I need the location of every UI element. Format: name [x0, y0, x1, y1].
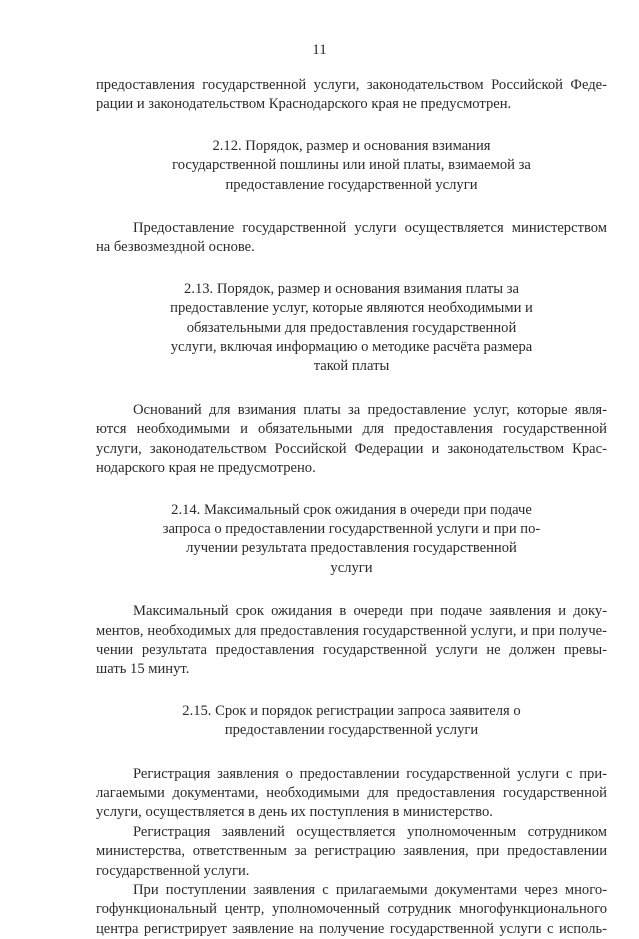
paragraph	[96, 76, 607, 115]
heading-line: предоставление государственной услуги	[225, 176, 478, 193]
text-line: услуги, законодательством Российской Федерации и законодательством Крас-	[96, 440, 607, 457]
heading-line: обязательными для предоставления государственной	[186, 319, 517, 336]
text-line: шать 15 минут.	[96, 661, 190, 678]
heading-line: услуги, включая информацию о методике расчёта размера	[170, 339, 533, 356]
document-body	[96, 76, 607, 939]
heading-line: 2.14. Максимальный срок ожидания в очереди при подаче	[171, 501, 532, 518]
text-line: предоставления государственной услуги, законодательством Российской Феде-	[96, 77, 607, 93]
heading-line: 2.15. Срок и порядок регистрации запроса заявителя о	[182, 702, 521, 719]
heading-line: услуги	[330, 559, 373, 576]
text-line: нодарского края не предусмотрено.	[96, 460, 316, 477]
text-line: чении результата предоставления государственной услуги не должен превы-	[96, 641, 607, 658]
text-line: министерства, ответственным за регистрацию заявления, при предоставлении	[96, 843, 607, 860]
section-heading	[96, 280, 607, 377]
block-gap	[96, 377, 607, 401]
text-line: центра регистрирует заявление на получение государственной услуги с исполь-	[96, 920, 607, 937]
heading-line: запроса о предоставлении государственной услуги и при по-	[162, 520, 541, 537]
text-line: на безвозмездной основе.	[96, 239, 255, 256]
block-gap	[96, 195, 607, 219]
section-heading	[96, 137, 607, 195]
block-gap	[96, 680, 607, 702]
text-line: государственной услуги.	[96, 862, 250, 879]
text-line: ются необходимыми и обязательными для предоставления государственной	[96, 421, 607, 438]
text-line: При поступлении заявления с прилагаемыми документами через много-	[133, 882, 607, 898]
paragraph	[96, 219, 607, 258]
heading-line: 2.13. Порядок, размер и основания взимания платы за	[184, 280, 519, 297]
heading-line: 2.12. Порядок, размер и основания взимания	[212, 137, 491, 154]
block-gap	[96, 258, 607, 280]
block-gap	[96, 578, 607, 602]
text-line: Оснований для взимания платы за предоставление услуг, которые явля-	[133, 401, 607, 418]
page-number: 11	[312, 42, 327, 58]
text-line: лагаемыми документами, необходимыми для предоставления государственной	[96, 784, 607, 801]
heading-line: такой платы	[313, 358, 390, 375]
text-line: Предоставление государственной услуги осуществляется министерством	[133, 220, 607, 237]
text-line: ментов, необходимых для предоставления государственной услуги, и при получе-	[96, 622, 607, 639]
text-line: рации и законодательством Краснодарского края не предусмотрен.	[96, 96, 512, 113]
paragraph	[96, 765, 607, 939]
text-line: Максимальный срок ожидания в очереди при подаче заявления и доку-	[133, 603, 607, 620]
block-gap	[96, 115, 607, 137]
paragraph	[96, 602, 607, 680]
text-line: Регистрация заявлений осуществляется уполномоченным сотрудником	[133, 823, 607, 840]
paragraph	[96, 401, 607, 479]
heading-line: предоставлении государственной услуги	[224, 722, 479, 739]
block-gap	[96, 479, 607, 501]
block-gap	[96, 741, 607, 765]
heading-line: лучении результата предоставления государственной	[186, 540, 517, 557]
text-line: гофункциональный центр, уполномоченный сотрудник многофункционального	[96, 901, 607, 918]
text-line: услуги, осуществляется в день их поступления в министерство.	[96, 804, 493, 821]
text-line: Регистрация заявления о предоставлении государственной услуги с при-	[133, 765, 607, 782]
section-heading	[96, 501, 607, 579]
heading-line: предоставление услуг, которые являются необходимыми и	[170, 300, 533, 317]
heading-line: государственной пошлины или иной платы, взимаемой за	[172, 157, 531, 174]
section-heading	[96, 702, 607, 741]
